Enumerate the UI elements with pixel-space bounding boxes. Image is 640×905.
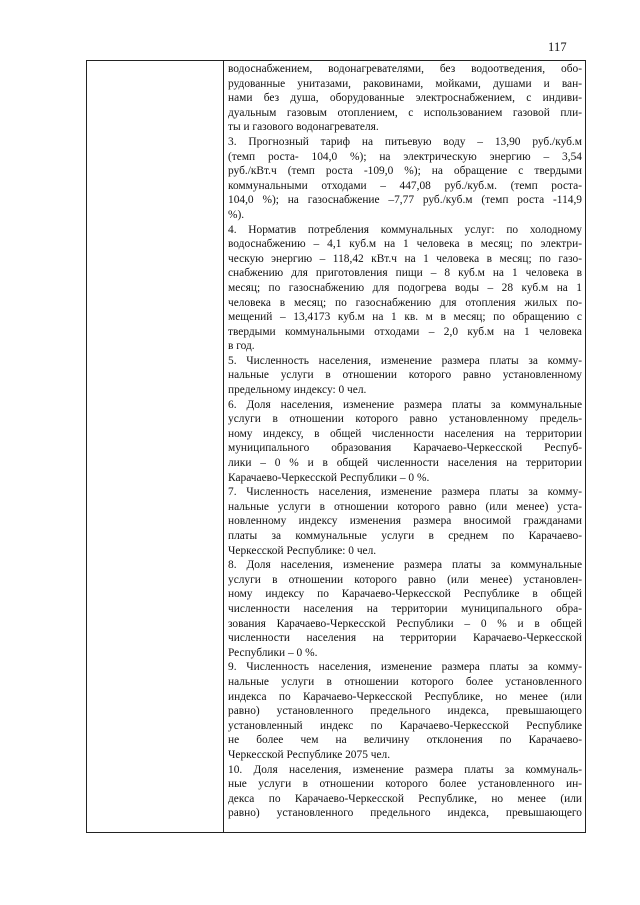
text-line: услуги в отношении которого равно установленному предель- (228, 413, 582, 426)
text-line: 8. Доля населения, изменение размера платы за коммунальные (228, 559, 582, 572)
text-line: предельному индексу: 0 чел. (228, 384, 367, 397)
text-line: нальные услуги в отношении которого равно (или менее) уста- (228, 500, 582, 513)
text-line: мещений – 13,4173 куб.м на 1 кв. м в месяц; по обращению с (228, 311, 582, 324)
text-line: снабжению для приготовления пищи – 8 куб.м на 1 человека в (228, 267, 582, 280)
text-line: индекса по Карачаево-Черкесской Республике, но менее (или (228, 690, 582, 703)
text-line: ты и газового водонагревателя. (228, 121, 379, 134)
text-line: дуальным газовым отоплением, с использованием газовой пли- (228, 106, 582, 119)
text-line: 10. Доля населения, изменение размера платы за коммуналь- (228, 763, 582, 776)
text-line: ные услуги в отношении которого более установленного ин- (228, 778, 582, 791)
text-line: человека в месяц; по газоснабжению для отопления жилых по- (228, 296, 582, 309)
text-line: Республики – 0 %. (228, 646, 318, 659)
text-line: 5. Численность населения, изменение размера платы за комму- (228, 354, 582, 367)
text-line: водоснабжению – 4,1 куб.м на 1 человека в месяц; по электри- (228, 238, 582, 251)
text-line: водоснабжением, водонагревателями, без водоотведения, обо- (228, 63, 582, 75)
text-line: 104,0 %); на газоснабжение –7,77 руб./куб.м (темп роста -114,9 (228, 194, 582, 207)
table-right-cell (224, 61, 585, 832)
text-line: 7. Численность населения, изменение размера платы за комму- (228, 486, 582, 499)
text-line: численности населения на территории Карачаево-Черкесской (228, 632, 582, 645)
text-line: 4. Норматив потребления коммунальных услуг: по холодному (228, 223, 582, 236)
text-line: 3. Прогнозный тариф на питьевую воду – 13,90 руб./куб.м (228, 135, 582, 148)
text-line: ному индексу по Карачаево-Черкесской Республике в общей (228, 588, 582, 601)
text-line: рудованные унитазами, раковинами, мойками, душами и ван- (228, 77, 582, 90)
text-line: новленному индексу изменения размера вносимой гражданами (228, 515, 582, 528)
text-line: Черкесской Республике: 0 чел. (228, 544, 377, 557)
text-line: платы за коммунальные услуги в среднем по Карачаево- (228, 530, 582, 542)
text-line: 9. Численность населения, изменение размера платы за комму- (228, 661, 582, 674)
text-line: руб./кВт.ч (темп роста -109,0 %); на обращение с твердыми (228, 165, 582, 178)
text-line: коммунальными отходами – 447,08 руб./куб.м. (темп роста- (228, 179, 582, 192)
text-line: равно) установленного предельного индекса, превышающего (228, 705, 582, 718)
text-line: 6. Доля населения, изменение размера платы за коммунальные (228, 398, 582, 411)
text-line: Черкесской Республике 2075 чел. (228, 748, 391, 761)
text-line: услуги в отношении которого равно (или менее) установлен- (228, 573, 582, 586)
text-line: лики – 0 % и в общей численности населения на территории (228, 457, 582, 470)
text-line: нами без душа, оборудованные электроснабжением, с индиви- (228, 92, 582, 105)
document-table (86, 60, 586, 833)
text-line: нальные услуги в отношении которого более установленного (228, 675, 582, 688)
text-line: зования Карачаево-Черкесской Республики – 0 % и в общей (228, 617, 582, 630)
text-line: нальные услуги в отношении которого равно установленному (228, 369, 582, 382)
text-line: равно) установленного предельного индекса, превышающего (228, 807, 582, 820)
text-line: в год. (228, 340, 255, 353)
text-line: ному индексу, в общей численности населения на территории (228, 427, 582, 440)
text-line: установленный индекс по Карачаево-Черкесской Республике (228, 719, 582, 732)
text-line: ческую энергию – 118,42 кВт.ч на 1 человека в месяц; по газо- (228, 252, 582, 265)
text-line: (темп роста- 104,0 %); на электрическую энергию – 3,54 (228, 150, 582, 163)
text-line: месяц; по газоснабжению для подогрева воды – 28 куб.м на 1 (228, 281, 582, 294)
text-line: %). (228, 208, 245, 221)
text-line: не более чем на величину отклонения по Карачаево- (228, 734, 582, 747)
text-line: Карачаево-Черкесской Республики – 0 %. (228, 471, 430, 484)
text-line: декса по Карачаево-Черкесской Республике, но менее (или (228, 792, 582, 805)
text-line: численности населения на территории муниципального обра- (228, 602, 582, 615)
text-line: муниципального образования Карачаево-Черкесской Респуб- (228, 442, 582, 455)
table-left-cell (87, 61, 224, 832)
text-line: твердыми коммунальными отходами – 2,0 куб.м на 1 человека (228, 325, 582, 338)
page-number: 117 (548, 40, 567, 54)
